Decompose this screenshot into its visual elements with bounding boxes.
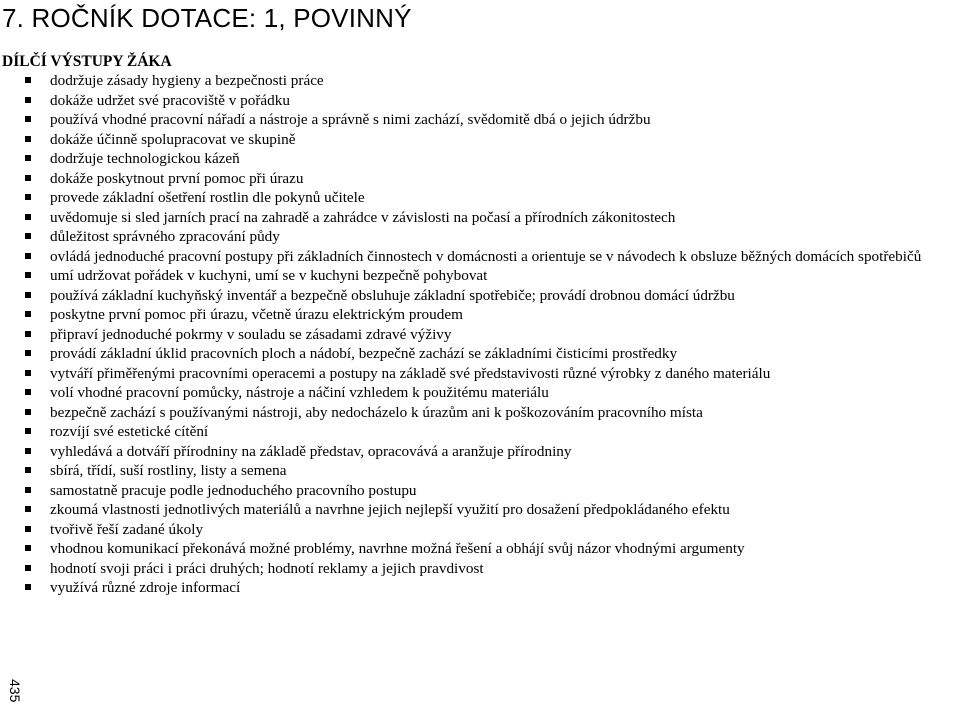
list-item-text: rozvíjí své estetické cítění <box>50 423 209 440</box>
list-item-text: připraví jednoduché pokrmy v souladu se zásadami zdravé výživy <box>50 325 452 343</box>
list-item <box>0 286 960 306</box>
square-bullet-icon <box>25 350 31 356</box>
list-item <box>0 110 960 130</box>
list-item <box>0 344 960 364</box>
list-item-text: dodržuje technologickou kázeň <box>50 150 240 167</box>
square-bullet-icon <box>25 448 31 454</box>
list-item-text: tvořivě řeší zadané úkoly <box>50 520 204 538</box>
page-number: 435 <box>7 679 23 703</box>
list-item-text: provádí základní úklid pracovních ploch a nádobí, bezpečně zachází se základními čisticími prostředky <box>50 345 678 362</box>
square-bullet-icon <box>25 331 31 337</box>
list-item-text: dodržuje zásady hygieny a bezpečnosti práce <box>50 72 324 89</box>
list-item <box>0 442 960 462</box>
square-bullet-icon <box>25 97 31 103</box>
list-item-text: bezpečně zachází s používanými nástroji, aby nedocházelo k úrazům ani k poškozováním pracovního místa <box>50 403 703 421</box>
square-bullet-icon <box>25 194 31 200</box>
square-bullet-icon <box>25 526 31 532</box>
list-item <box>0 403 960 423</box>
square-bullet-icon <box>25 175 31 181</box>
list-item-text: dokáže udržet své pracoviště v pořádku <box>50 91 290 109</box>
square-bullet-icon <box>25 389 31 395</box>
list-item <box>0 149 960 169</box>
list-item <box>0 500 960 520</box>
list-item <box>0 383 960 403</box>
list-item <box>0 227 960 247</box>
list-item-text: dokáže poskytnout první pomoc při úrazu <box>50 169 304 187</box>
list-item <box>0 208 960 228</box>
list-item <box>0 169 960 189</box>
list-item <box>0 91 960 111</box>
list-item <box>0 559 960 579</box>
list-item <box>0 130 960 150</box>
list-item <box>0 461 960 481</box>
square-bullet-icon <box>25 233 31 239</box>
square-bullet-icon <box>25 155 31 161</box>
list-item <box>0 266 960 286</box>
square-bullet-icon <box>25 487 31 493</box>
list-item-text: volí vhodné pracovní pomůcky, nástroje a náčiní vzhledem k použitému materiálu <box>50 384 549 401</box>
list-item <box>0 481 960 501</box>
square-bullet-icon <box>25 116 31 122</box>
square-bullet-icon <box>25 409 31 415</box>
square-bullet-icon <box>25 584 31 590</box>
list-item <box>0 578 960 598</box>
list-item-text: zkoumá vlastnosti jednotlivých materiálů a navrhne jejich nejlepší využití pro dosažení předpokládaného efektu <box>50 501 730 518</box>
square-bullet-icon <box>25 370 31 376</box>
list-item <box>0 325 960 345</box>
list-item <box>0 247 960 267</box>
outcomes-list <box>0 71 960 598</box>
square-bullet-icon <box>25 136 31 142</box>
square-bullet-icon <box>25 545 31 551</box>
list-item-text: sbírá, třídí, suší rostliny, listy a semena <box>50 462 287 479</box>
list-item-text: vhodnou komunikací překonává možné problémy, navrhne možná řešení a obhájí svůj názor vhodnými argumenty <box>50 540 745 557</box>
list-item <box>0 539 960 559</box>
list-item-text: dokáže účinně spolupracovat ve skupině <box>50 130 296 148</box>
list-item-text: využívá různé zdroje informací <box>50 579 241 596</box>
list-item <box>0 520 960 540</box>
section-heading: DÍLČÍ VÝSTUPY ŽÁKA <box>2 53 172 70</box>
list-item-text: provede základní ošetření rostlin dle pokynů učitele <box>50 189 365 206</box>
list-item <box>0 71 960 91</box>
list-item <box>0 188 960 208</box>
list-item-text: uvědomuje si sled jarních prací na zahradě a zahrádce v závislosti na počasí a přírodních zákonitostech <box>50 208 676 226</box>
list-item-text: samostatně pracuje podle jednoduchého pracovního postupu <box>50 481 417 499</box>
list-item-text: ovládá jednoduché pracovní postupy při základních činnostech v domácnosti a orientuje se v návodech k obsluze běžných domácích spotřebičů <box>50 247 922 265</box>
square-bullet-icon <box>25 292 31 298</box>
list-item-text: hodnotí svoji práci i práci druhých; hodnotí reklamy a jejich pravdivost <box>50 559 484 577</box>
square-bullet-icon <box>25 272 31 278</box>
list-item-text: vytváří přiměřenými pracovními operacemi a postupy na základě své představivosti různé výrobky z daného materiálu <box>50 364 771 382</box>
square-bullet-icon <box>25 77 31 83</box>
list-item-text: používá základní kuchyňský inventář a bezpečně obsluhuje základní spotřebiče; provádí drobnou domácí údržbu <box>50 286 735 304</box>
square-bullet-icon <box>25 467 31 473</box>
list-item-text: používá vhodné pracovní nářadí a nástroje a správně s nimi zachází, svědomitě dbá o jejich údržbu <box>50 111 651 128</box>
square-bullet-icon <box>25 506 31 512</box>
list-item <box>0 305 960 325</box>
list-item-text: umí udržovat pořádek v kuchyni, umí se v kuchyni bezpečně pohybovat <box>50 267 488 284</box>
square-bullet-icon <box>25 565 31 571</box>
page-title: 7. ROČNÍK DOTACE: 1, POVINNÝ <box>2 3 412 33</box>
square-bullet-icon <box>25 428 31 434</box>
list-item <box>0 364 960 384</box>
list-item <box>0 422 960 442</box>
square-bullet-icon <box>25 311 31 317</box>
list-item-text: poskytne první pomoc při úrazu, včetně úrazu elektrickým proudem <box>50 306 463 323</box>
square-bullet-icon <box>25 253 31 259</box>
list-item-text: vyhledává a dotváří přírodniny na základě představ, opracovává a aranžuje přírodniny <box>50 442 572 460</box>
list-item-text: důležitost správného zpracování půdy <box>50 228 280 245</box>
square-bullet-icon <box>25 214 31 220</box>
